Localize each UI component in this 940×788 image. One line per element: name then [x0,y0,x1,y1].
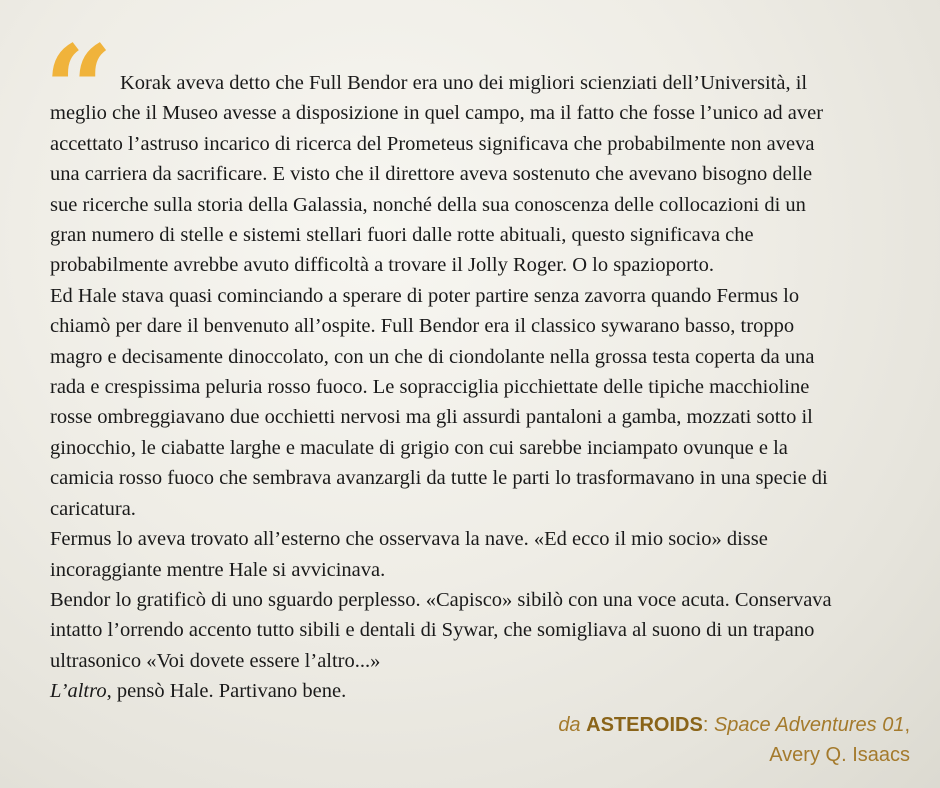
text-line: intatto l’orrendo accento tutto sibili e dentali di Sywar, che somigliava al suono di un trapano [50,619,815,642]
text-line: Bendor lo gratificò di uno sguardo perplesso. «Capisco» sibilò con una voce acuta. Conservava [50,588,832,611]
text-line: chiamò per dare il benvenuto all’ospite. Full Bendor era il classico sywarano basso, troppo [50,315,795,338]
paragraph-1 [50,68,880,281]
credit-separator: : [702,714,714,736]
credit-book-title: ASTEROIDS [586,714,703,736]
text-line: rada e crespissima peluria rosso fuoco. Le sopracciglia picchiettate delle tipiche macchioline [50,376,810,399]
credit-title-line [558,710,910,740]
paragraph-3 [50,524,880,585]
text-line: Korak aveva detto che Full Bendor era uno dei migliori scienziati dell’Università, il [120,72,808,94]
quote-passage [50,68,880,707]
final-line-text: , pensò Hale. Partivano bene. [106,680,347,703]
text-line: accettato l’astruso incarico di ricerca del Prometeus significava che probabilmente non aveva [50,132,815,155]
text-line: Ed Hale stava quasi cominciando a sperare di poter partire senza zavorra quando Fermus lo [50,284,800,307]
credit-prefix: da [558,714,587,736]
credit-comma: , [904,714,910,736]
text-line: sue ricerche sulla storia della Galassia, nonché della sua conoscenza delle collocazioni di un [50,193,806,216]
text-line: ginocchio, le ciabatte larghe e maculate di grigio con cui sarebbe inciampato ovunque e la [50,436,788,459]
source-credit [558,710,910,770]
text-line: probabilmente avrebbe avuto difficoltà a trovare il Jolly Roger. O lo spazioporto. [50,254,714,277]
emphasized-word: L’altro [50,680,107,703]
final-line [50,676,880,706]
paragraph-4 [50,585,880,676]
credit-author: Avery Q. Isaacs [769,744,910,766]
text-line: gran numero di stelle e sistemi stellari fuori dalle rotte abituali, questo significava che [50,224,754,247]
text-line: meglio che il Museo avesse a disposizione in quel campo, ma il fatto che fosse l’unico ad aver [50,102,824,125]
text-line: camicia rosso fuoco che sembrava avanzargli da tutte le parti lo trasformavano in una specie di [50,467,828,490]
paragraph-2 [50,281,880,524]
text-line: caricatura. [50,497,136,520]
text-line: incoraggiante mentre Hale si avvicinava. [50,558,386,581]
text-line: ultrasonico «Voi dovete essere l’altro...» [50,649,381,672]
text-line: magro e decisamente dinoccolato, con un che di ciondolante nella grossa testa coperta da una [50,345,815,368]
quote-mark-icon: “ [44,19,114,160]
text-line: una carriera da sacrificare. E visto che il direttore aveva sostenuto che avevano bisogno delle [50,163,813,186]
credit-series: Space Adventures 01 [713,714,905,736]
text-line: rosse ombreggiavano due occhietti nervosi ma gli assurdi pantaloni a gamba, mozzati sotto il [50,406,813,429]
text-line: Fermus lo aveva trovato all’esterno che osservava la nave. «Ed ecco il mio socio» disse [50,528,768,551]
